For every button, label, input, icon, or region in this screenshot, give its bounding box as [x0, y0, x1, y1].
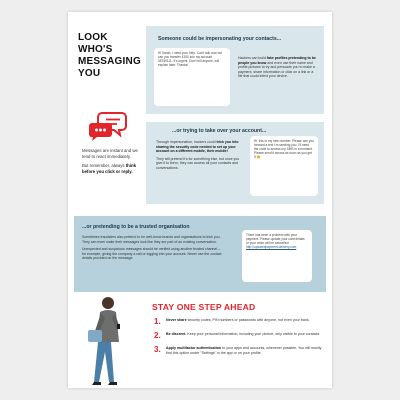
- section-body: Hackers can build fake profiles pretending to be people you know and even use their name and profile pictures to try and persuade you to make a payment, share information or click on a link or a file that could infect your device.: [238, 56, 316, 78]
- tip-text: Be discreet. Keep your personal information, including your picture, only visible to your contacts.: [166, 332, 321, 336]
- intro-text: [82, 148, 144, 178]
- message-bubble: There has been a problem with your payment. Please update your card details or your order will be cancelled: http://updatedpayment.delivery.com: [242, 230, 312, 282]
- section-body: Through impersonation, hackers could trick you into sharing the security code needed to set up your account on a different mobile, their mobile! They will pretend it's for something else, but once you give it to them, they can access all your contacts and conversations.: [156, 140, 240, 170]
- tip-number: 3.: [154, 345, 161, 354]
- tip-number: 2.: [154, 331, 161, 340]
- account-takeover-panel: [146, 122, 324, 204]
- section-heading: ...or pretending to be a trusted organisation: [82, 224, 190, 230]
- tip-text: Apply multifactor authentication to your apps and accounts, whenever possible. You will mostly find this option under "Settings" in the app or on your profile.: [166, 346, 322, 355]
- chat-bubbles-icon: [88, 110, 128, 142]
- section-body: Sometimes fraudsters also pretend to be well-know brands and organisations to trick you. They can even make their messages look like they are part of an existing conversation. Unexpected and suspicious messages should be verified using another trusted channel – for example, giving the company a call or logging into your account. Never use the contact details provided on the message.: [82, 235, 222, 260]
- page-title: [78, 32, 142, 80]
- section-heading: ...or trying to take over your account...: [172, 128, 267, 134]
- title-line: YOU: [78, 68, 101, 79]
- tip-item: [154, 332, 326, 340]
- person-with-phone-illustration: [82, 294, 138, 388]
- title-line: LOOK: [78, 32, 108, 43]
- intro-paragraph: But remember, always think before you click or reply.: [82, 163, 136, 174]
- intro-paragraph: Messages are instant and we tend to react immediately.: [82, 148, 138, 159]
- tip-number: 1.: [154, 317, 161, 326]
- title-line: MESSAGING: [78, 56, 141, 67]
- impersonation-panel: [146, 26, 324, 114]
- trusted-organisation-panel: [74, 216, 326, 292]
- tip-item: [154, 318, 326, 326]
- message-bubble: Hi Sarah, I need your help. Can't talk now but can you transfer £150 into my account 08759111. It's urgent. Don't tell anyone, will explain later. Thanks!: [154, 48, 230, 106]
- message-bubble: Hi, this is my new number. Please can you forward a text I'm sending you. I'll need the code to access my SMS in a moment. Please send it across as soon as you get it 😊: [250, 136, 318, 196]
- phishing-link[interactable]: http://updatedpayment.delivery.com: [246, 245, 297, 250]
- infographic-page: [68, 12, 332, 388]
- stay-heading: STAY ONE STEP AHEAD: [152, 302, 256, 312]
- tip-item: [154, 346, 326, 355]
- tips-list: [154, 318, 326, 361]
- title-line: WHO'S: [78, 44, 113, 55]
- tip-text: Never share security codes, PIN numbers or passwords with anyone, not even your bank.: [166, 318, 310, 322]
- section-heading: Someone could be impersonating your contacts...: [158, 36, 282, 42]
